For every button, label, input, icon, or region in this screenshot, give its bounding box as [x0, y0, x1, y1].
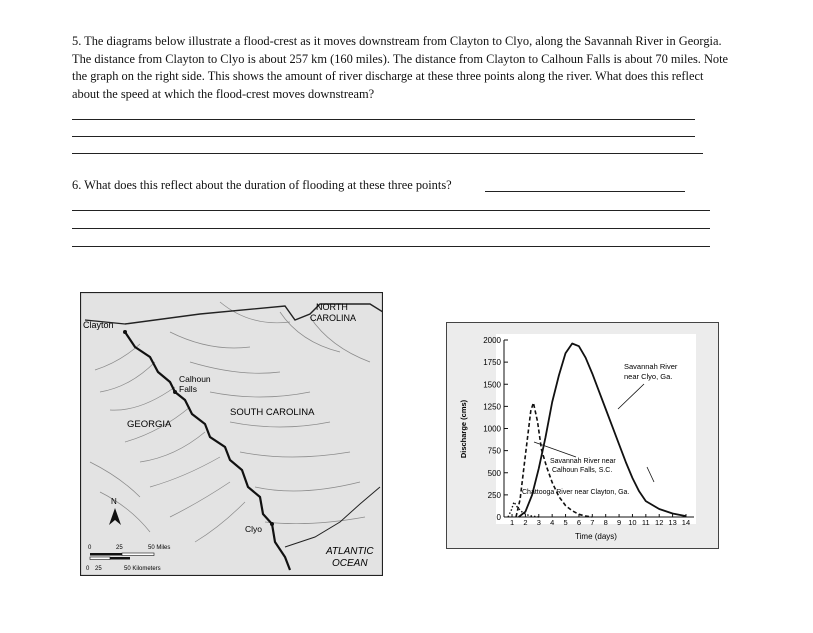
x-tick-label: 6 — [576, 518, 582, 527]
map-label-north: NORTH — [316, 302, 348, 312]
x-tick-label: 4 — [550, 518, 555, 527]
answer-line[interactable] — [72, 136, 695, 137]
x-axis-label: Time (days) — [575, 532, 617, 541]
y-tick-label: 0 — [496, 513, 501, 522]
x-tick-label: 5 — [563, 518, 568, 527]
x-tick-label: 8 — [603, 518, 608, 527]
x-tick-label: 9 — [616, 518, 622, 527]
map-label-carolina: CAROLINA — [310, 313, 357, 323]
savannah-river-map — [80, 292, 383, 576]
x-tick-label: 3 — [536, 518, 541, 527]
answer-line[interactable] — [72, 153, 703, 154]
svg-text:N: N — [111, 497, 117, 506]
y-tick-label: 1000 — [483, 424, 501, 434]
x-tick-label: 12 — [655, 518, 664, 527]
series-label-calhoun-2: Calhoun Falls, S.C. — [552, 467, 613, 474]
answer-line[interactable] — [72, 119, 695, 120]
series-label-clyo-2: near Clyo, Ga. — [624, 372, 673, 381]
answer-line[interactable] — [72, 246, 710, 247]
question-5: 5. The diagrams below illustrate a flood-crest as it moves downstream from Clayton to Clyo, along the Savannah River in Georgia. The distance from Clayton to Clyo is about 257 km (160 miles). The distance from Clayton to Calhoun Falls is about 70 miles. Note the graph on the right side. This shows the amount of river discharge at these three points along the river. What does this reflect about the speed at which the flood-crest moves downstream? — [72, 34, 729, 101]
answer-line[interactable] — [72, 210, 710, 211]
y-tick-label: 250 — [487, 490, 501, 500]
clayton-dot — [123, 330, 127, 334]
svg-text:50 Miles: 50 Miles — [148, 545, 171, 551]
map-label-south-carolina: SOUTH CAROLINA — [230, 407, 315, 418]
y-axis-label: Discharge (cms) — [459, 399, 468, 459]
y-tick-label: 500 — [487, 468, 501, 478]
discharge-graph — [446, 322, 719, 549]
series-label-calhoun-1: Savannah River near — [550, 458, 616, 465]
map-label-georgia: GEORGIA — [127, 419, 172, 430]
question-6: 6. What does this reflect about the duration of flooding at these three points? — [72, 178, 452, 192]
y-tick-label: 2000 — [483, 336, 501, 345]
clyo-dot — [270, 522, 274, 526]
series-label-clyo-1: Savannah River — [624, 362, 678, 371]
svg-text:0: 0 — [88, 545, 92, 551]
x-tick-label: 1 — [509, 518, 515, 527]
svg-text:25: 25 — [116, 545, 123, 551]
svg-text:50 Kilometers: 50 Kilometers — [124, 566, 161, 572]
x-tick-label: 10 — [628, 518, 637, 527]
map-label-calhoun: Calhoun — [179, 374, 211, 384]
map-label-falls: Falls — [179, 384, 197, 394]
x-tick-label: 14 — [681, 518, 691, 527]
answer-line[interactable] — [72, 228, 710, 229]
y-tick-label: 750 — [487, 446, 501, 456]
series-label-chattooga: Chattooga River near Clayton, Ga. — [522, 489, 630, 496]
map-label-atlantic: ATLANTIC — [326, 546, 374, 557]
y-axis — [483, 336, 508, 522]
x-tick-label: 7 — [590, 518, 595, 527]
x-tick-label: 13 — [668, 518, 677, 527]
y-tick-label: 1750 — [483, 358, 501, 368]
x-tick-label: 11 — [641, 518, 650, 527]
answer-line[interactable] — [485, 191, 685, 192]
y-tick-label: 1500 — [483, 380, 501, 390]
calhoun-falls-dot — [173, 390, 177, 394]
map-label-clayton: Clayton — [83, 320, 114, 330]
svg-text:25: 25 — [95, 566, 102, 572]
svg-text:0: 0 — [86, 566, 90, 572]
y-tick-label: 1250 — [483, 402, 501, 412]
x-tick-label: 2 — [523, 518, 528, 527]
map-label-clyo: Clyo — [245, 524, 263, 534]
map-label-ocean: OCEAN — [332, 558, 368, 569]
